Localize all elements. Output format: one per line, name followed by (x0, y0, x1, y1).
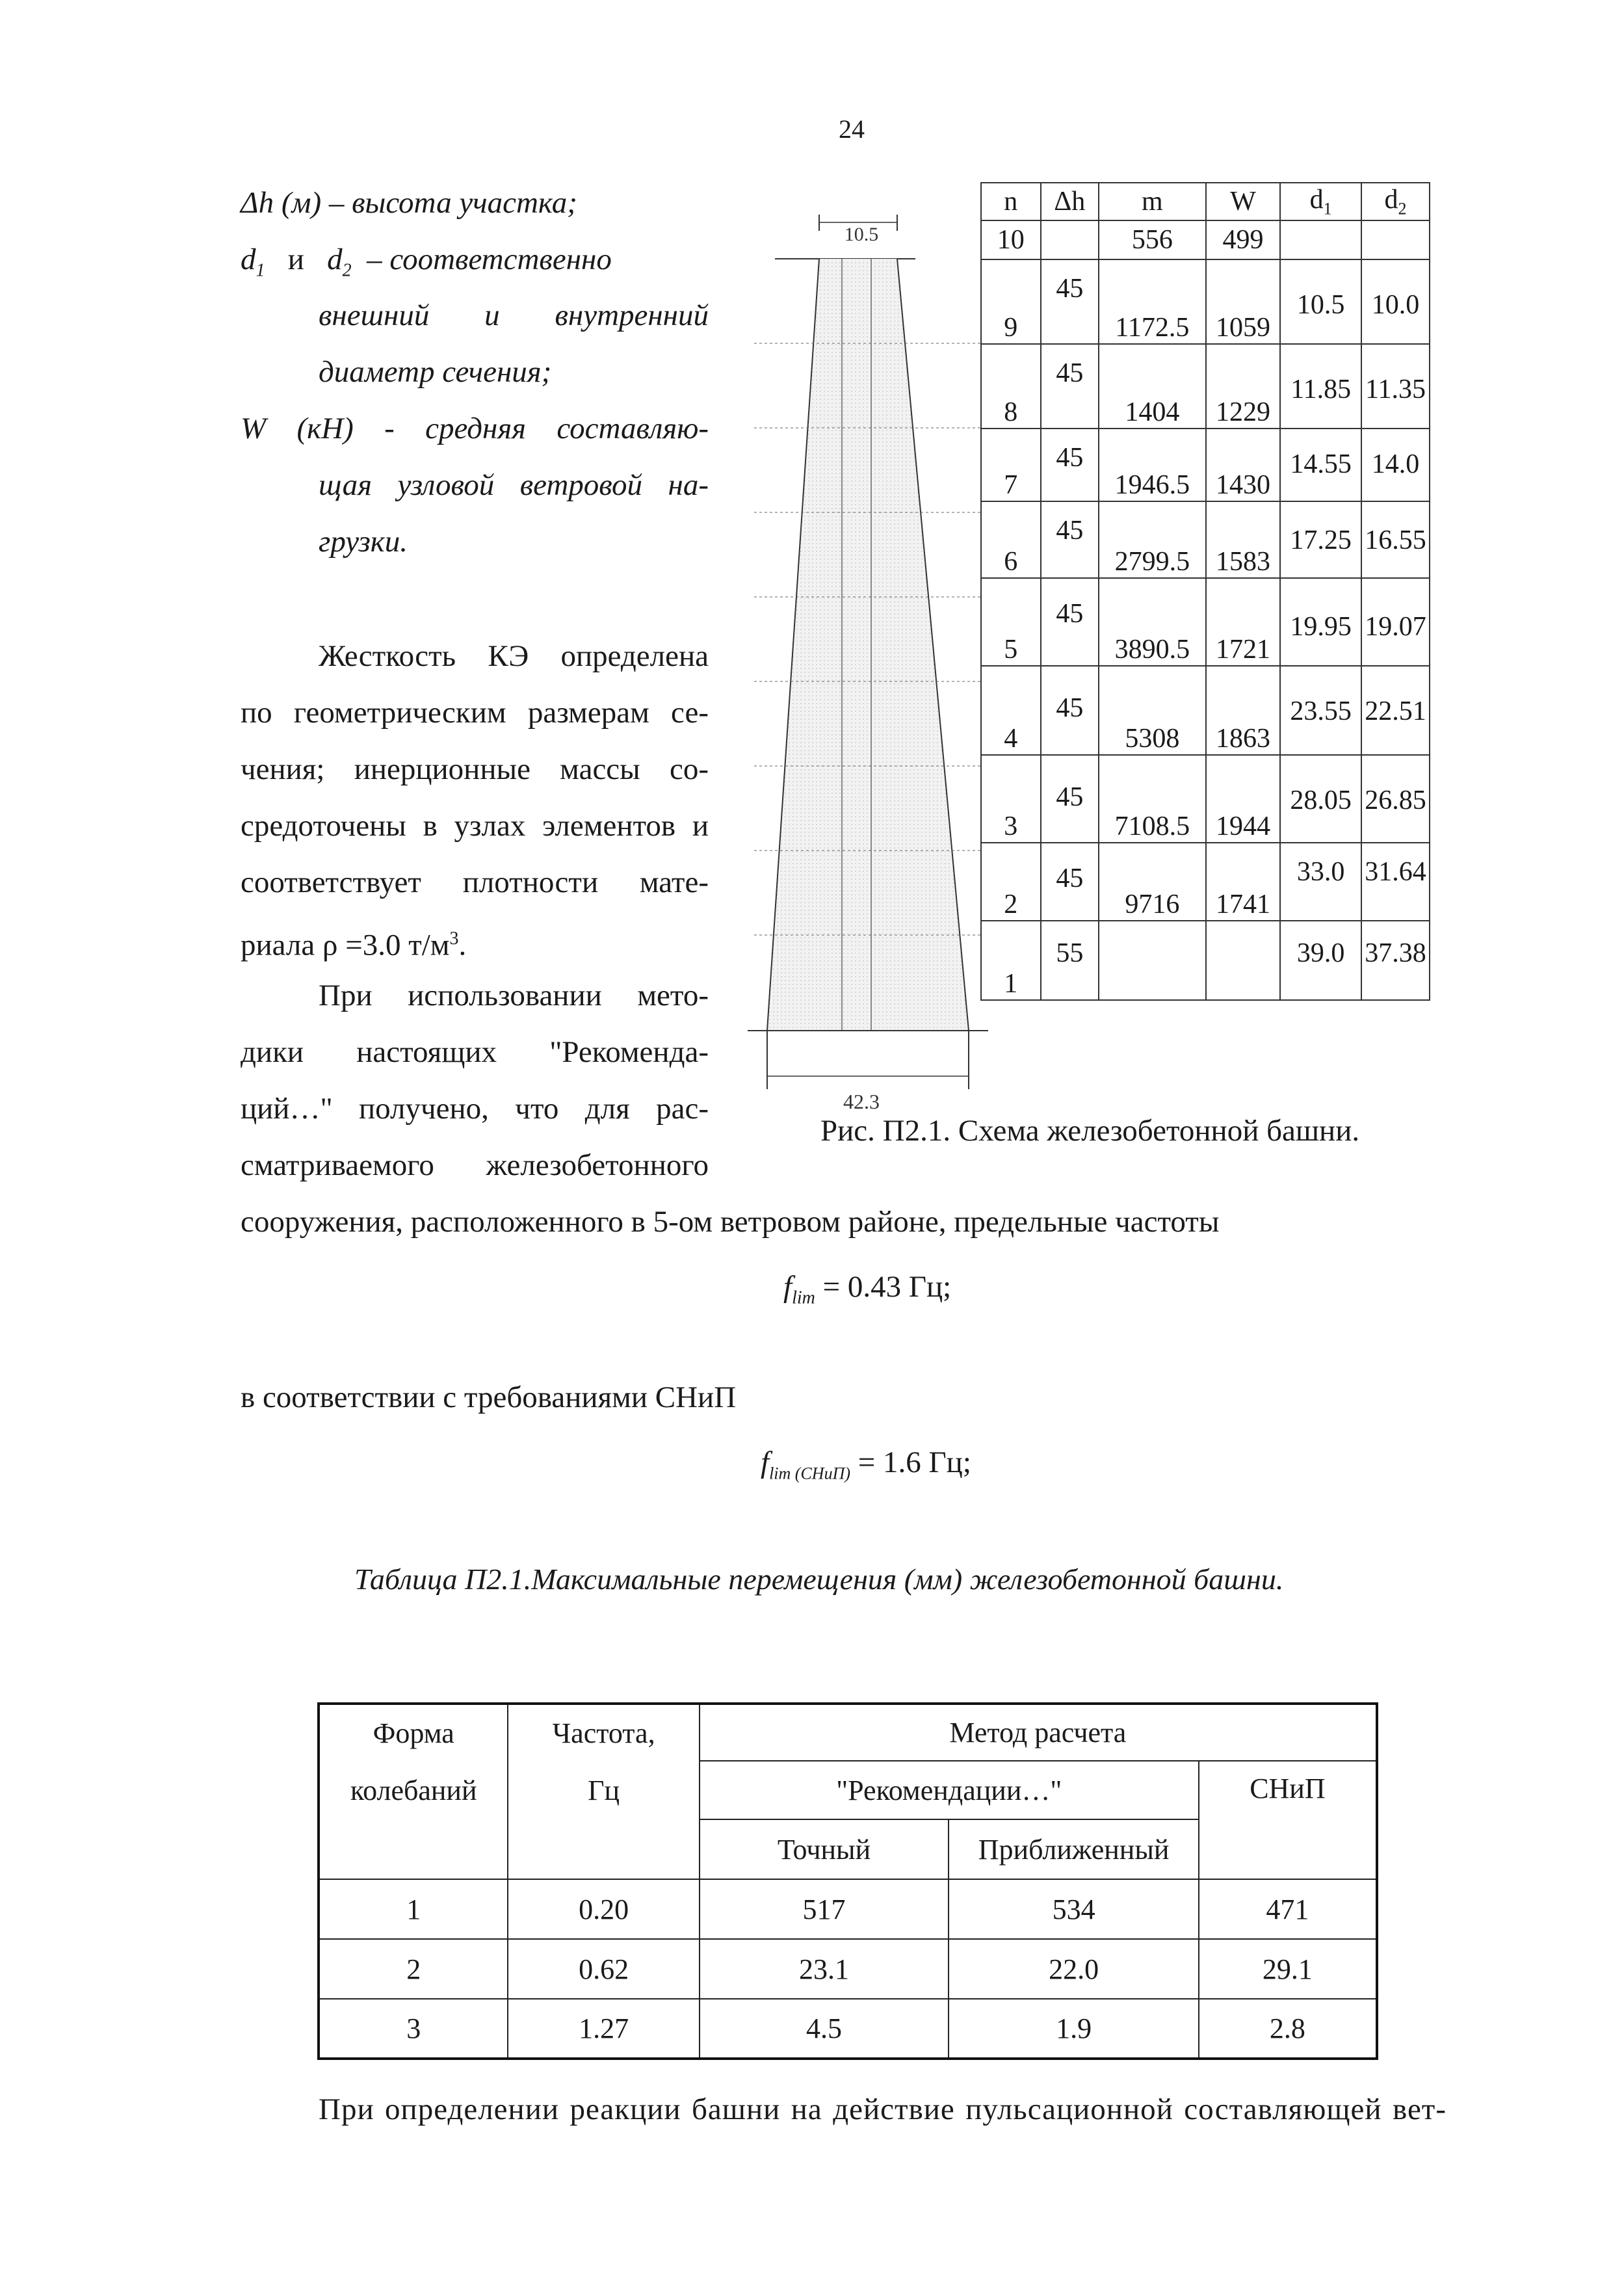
result-form: 2 (319, 1939, 508, 1999)
legend-dh: Δh (м) – высота участка; (241, 186, 577, 220)
param-d1 (1280, 220, 1361, 259)
result-exact: 23.1 (700, 1939, 949, 1999)
param-d2: 26.85 (1361, 755, 1430, 843)
body-line-3: чения; инерционные массы со- (241, 752, 709, 786)
table-row (981, 501, 1430, 578)
result-exact: 4.5 (700, 1999, 949, 2059)
body-line-8: дики настоящих "Рекоменда- (241, 1035, 709, 1069)
param-m: 5308 (1099, 666, 1206, 755)
param-n: 8 (981, 344, 1041, 429)
table-row (981, 344, 1430, 429)
param-m: 3890.5 (1099, 578, 1206, 666)
tower-diagram (741, 176, 988, 1125)
displacement-table (317, 1702, 1378, 2060)
body-line-10: сматриваемого железобетонного (241, 1148, 709, 1182)
body-line-4: средоточены в узлах элементов и (241, 809, 709, 843)
param-d2: 11.35 (1361, 344, 1430, 429)
param-w: 1721 (1206, 578, 1281, 666)
result-header-form: Форма колебаний (319, 1704, 508, 1879)
legend-d-line3: диаметр сечения; (319, 355, 552, 389)
legend-w-line2: щая узловой ветровой на- (319, 468, 709, 502)
param-w (1206, 921, 1281, 1000)
result-header-exact: Точный (700, 1819, 949, 1879)
result-header-row-1 (319, 1704, 1377, 1761)
param-d2: 37.38 (1361, 921, 1430, 1000)
param-w: 1430 (1206, 429, 1281, 501)
result-header-method: Метод расчета (700, 1704, 1377, 1761)
param-m: 556 (1099, 220, 1206, 259)
param-d1: 19.95 (1280, 578, 1361, 666)
legend-d-line1: $d_1$ и $d_2$ – соответственно (241, 243, 612, 281)
param-d1: 11.85 (1280, 344, 1361, 429)
table-row (319, 1939, 1377, 1999)
param-m: 1946.5 (1099, 429, 1206, 501)
body-line-6: риала ρ =3.0 $т/м^3$. (241, 928, 467, 962)
param-m: 1404 (1099, 344, 1206, 429)
param-w: 1583 (1206, 501, 1281, 578)
param-dh (1041, 220, 1099, 259)
result-header-recommendations: "Рекомендации…" (700, 1761, 1199, 1819)
table-row (319, 1999, 1377, 2059)
result-form: 1 (319, 1879, 508, 1939)
param-header-d1: $d_1$ (1280, 183, 1361, 220)
param-m: 9716 (1099, 843, 1206, 921)
param-d2: 22.51 (1361, 666, 1430, 755)
param-w: 1059 (1206, 259, 1281, 344)
param-n: 10 (981, 220, 1041, 259)
param-d1: 33.0 (1280, 843, 1361, 921)
result-header-approx: Приближенный (949, 1819, 1198, 1879)
bottom-dimension-label: 42.3 (843, 1090, 880, 1113)
legend-d-line2: внешний и внутренний (319, 298, 709, 332)
param-n: 1 (981, 921, 1041, 1000)
param-w: 499 (1206, 220, 1281, 259)
body-line-5: соответствует плотности мате- (241, 865, 709, 899)
param-dh: 45 (1041, 501, 1099, 578)
tower-body (767, 259, 969, 1031)
param-n: 2 (981, 843, 1041, 921)
param-dh: 55 (1041, 921, 1099, 1000)
param-d1: 10.5 (1280, 259, 1361, 344)
param-w: 1863 (1206, 666, 1281, 755)
result-exact: 517 (700, 1879, 949, 1939)
param-m (1099, 921, 1206, 1000)
table-row (981, 843, 1430, 921)
result-header-freq: Частота, Гц (508, 1704, 699, 1879)
param-d2: 19.07 (1361, 578, 1430, 666)
param-d2: 16.55 (1361, 501, 1430, 578)
table-row (981, 578, 1430, 666)
param-m: 7108.5 (1099, 755, 1206, 843)
result-header-snip: СНиП (1199, 1761, 1377, 1879)
param-n: 4 (981, 666, 1041, 755)
body-line-9: ций…" получено, что для рас- (241, 1092, 709, 1126)
result-snip: 2.8 (1199, 1999, 1377, 2059)
table-row (981, 921, 1430, 1000)
formula-flim-snip: $f_{lim (СНиП)} = 1.6$ Гц; (761, 1445, 971, 1483)
param-d2: 14.0 (1361, 429, 1430, 501)
param-w: 1944 (1206, 755, 1281, 843)
param-dh: 45 (1041, 666, 1099, 755)
param-d1: 39.0 (1280, 921, 1361, 1000)
result-freq: 0.62 (508, 1939, 699, 1999)
formula-flim: $f_{lim} = 0.43$ Гц; (783, 1270, 952, 1308)
legend-w-line1: W (кН) - средняя составляю- (241, 412, 709, 445)
result-snip: 471 (1199, 1879, 1377, 1939)
body-line-1: Жесткость КЭ определена (319, 639, 709, 673)
param-header-m: m (1099, 183, 1206, 220)
param-d1: 14.55 (1280, 429, 1361, 501)
table-row (981, 755, 1430, 843)
param-header-row (981, 183, 1430, 220)
param-header-d2: $d_2$ (1361, 183, 1430, 220)
param-w: 1741 (1206, 843, 1281, 921)
param-dh: 45 (1041, 843, 1099, 921)
result-freq: 1.27 (508, 1999, 699, 2059)
result-freq: 0.20 (508, 1879, 699, 1939)
param-d1: 28.05 (1280, 755, 1361, 843)
page-number: 24 (839, 114, 865, 144)
tower-parameter-table (980, 182, 1430, 1001)
param-d1: 23.55 (1280, 666, 1361, 755)
param-n: 5 (981, 578, 1041, 666)
param-n: 3 (981, 755, 1041, 843)
param-d2 (1361, 220, 1430, 259)
body-line-7: При использовании мето- (319, 979, 709, 1012)
table-row (981, 220, 1430, 259)
param-dh: 45 (1041, 429, 1099, 501)
param-n: 6 (981, 501, 1041, 578)
body-line-12: в соответствии с требованиями СНиП (241, 1380, 737, 1414)
param-n: 7 (981, 429, 1041, 501)
param-dh: 45 (1041, 344, 1099, 429)
result-approx: 22.0 (949, 1939, 1198, 1999)
param-m: 1172.5 (1099, 259, 1206, 344)
param-d2: 31.64 (1361, 843, 1430, 921)
param-w: 1229 (1206, 344, 1281, 429)
param-dh: 45 (1041, 578, 1099, 666)
result-approx: 534 (949, 1879, 1198, 1939)
param-n: 9 (981, 259, 1041, 344)
result-snip: 29.1 (1199, 1939, 1377, 1999)
param-dh: 45 (1041, 755, 1099, 843)
result-form: 3 (319, 1999, 508, 2059)
body-last-line: При определении реакции башни на действие пульсационной составляющей вет- (319, 2092, 1447, 2126)
param-d2: 10.0 (1361, 259, 1430, 344)
param-header-w: W (1206, 183, 1281, 220)
table-row (319, 1879, 1377, 1939)
param-m: 2799.5 (1099, 501, 1206, 578)
param-d1: 17.25 (1280, 501, 1361, 578)
figure-caption: Рис. П2.1. Схема железобетонной башни. (820, 1114, 1360, 1148)
table-row (981, 429, 1430, 501)
table-row (981, 259, 1430, 344)
param-dh: 45 (1041, 259, 1099, 344)
top-dimension-label: 10.5 (844, 224, 879, 245)
table-caption: Таблица П2.1.Максимальные перемещения (мм) железобетонной башни. (354, 1563, 1284, 1596)
body-line-2: по геометрическим размерам се- (241, 696, 709, 730)
param-header-n: n (981, 183, 1041, 220)
body-line-11: сооружения, расположенного в 5-ом ветровом районе, предельные частоты (241, 1205, 1220, 1239)
result-approx: 1.9 (949, 1999, 1198, 2059)
table-row (981, 666, 1430, 755)
legend-w-line3: грузки. (319, 525, 408, 559)
param-header-dh: Δh (1041, 183, 1099, 220)
